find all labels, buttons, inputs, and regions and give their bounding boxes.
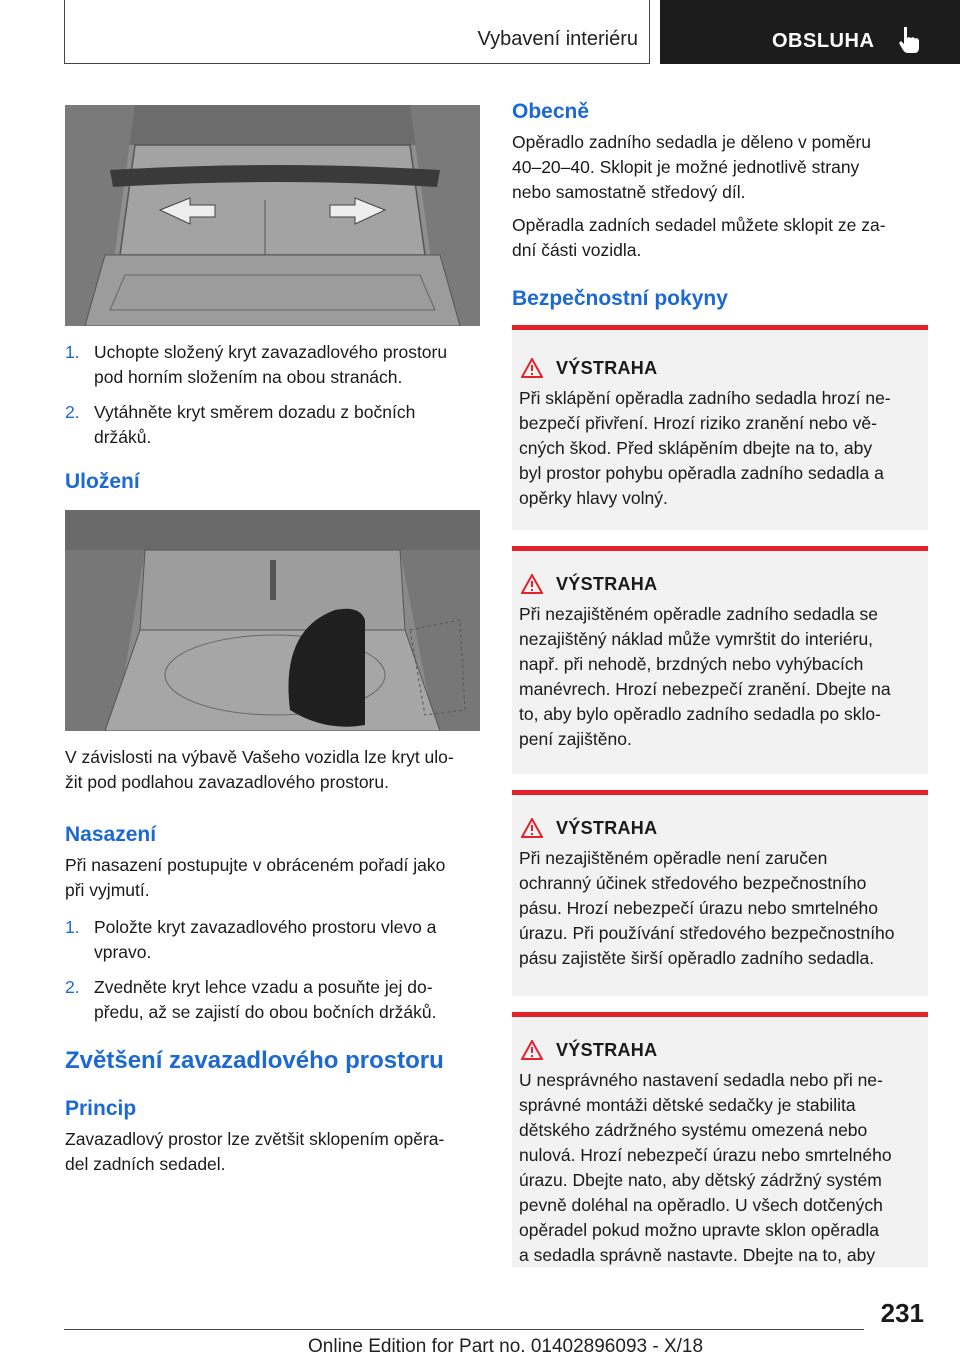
text-line: to, aby bylo opěradlo zadního sedadla po sklo- xyxy=(519,704,881,724)
warning-title: VÝSTRAHA xyxy=(556,818,658,838)
warning-title: VÝSTRAHA xyxy=(556,358,658,378)
text-line: U nesprávného nastavení sedadla nebo při ne- xyxy=(519,1070,883,1090)
text-line: a sedadla správně nastavte. Dbejte na to, aby xyxy=(519,1245,876,1265)
warning-triangle-icon xyxy=(521,574,543,594)
text-line: pevně doléhal na opěradlo. U všech dotčených xyxy=(519,1195,883,1215)
footer-rule xyxy=(64,1329,864,1330)
figure-luggage-cover-removal xyxy=(65,105,480,326)
text-line: dní části vozidla. xyxy=(512,240,642,260)
warning-text xyxy=(519,386,924,511)
text-line: pásu zajistěte širší opěradlo zadního sedadla. xyxy=(519,948,875,968)
heading-general: Obecně xyxy=(512,100,590,123)
text-line: pásu. Hrozí nebezpečí úrazu nebo smrtelného xyxy=(519,898,878,918)
text-line: nebo samostatně středový díl. xyxy=(512,182,746,202)
step-text: Zvedněte kryt lehce vzadu a posuňte jej do- xyxy=(94,977,433,997)
warning-box xyxy=(512,325,928,530)
trunk-illustration-1 xyxy=(65,105,480,326)
heading-principle: Princip xyxy=(65,1097,137,1120)
warning-box xyxy=(512,546,928,774)
text-line: nezajištěný náklad může vymrštit do interiéru, xyxy=(519,629,874,649)
step-text: držáků. xyxy=(94,427,152,447)
warning-box xyxy=(512,790,928,996)
figure-storage-under-floor xyxy=(65,510,480,731)
general-paragraph-1 xyxy=(512,130,928,205)
warning-text xyxy=(519,602,924,752)
warning-box xyxy=(512,1012,928,1267)
step-number: 1. xyxy=(65,917,80,937)
step-number: 1. xyxy=(65,342,80,362)
text-line: opěrky hlavy volný. xyxy=(519,488,668,508)
text-line: bezpečí přivření. Hrozí riziko zranění nebo vě- xyxy=(519,413,877,433)
step-text: předu, až se zajistí do obou bočních držáků. xyxy=(94,1002,437,1022)
heading-enlarge: Zvětšení zavazadlového prostoru xyxy=(65,1047,444,1074)
warning-text xyxy=(519,846,924,971)
warning-triangle-icon xyxy=(521,358,543,378)
text-line: úrazu. Dbejte nato, aby dětský zádržný systém xyxy=(519,1170,882,1190)
warning-text xyxy=(519,1068,924,1268)
header-bottom-rule xyxy=(64,63,650,64)
footer-edition: Online Edition for Part no. 01402896093 - X/18 xyxy=(308,1336,704,1357)
principle-description xyxy=(65,1127,480,1177)
hand-pointer-icon xyxy=(898,25,924,55)
text-line: správné montáži dětské sedačky je stabilita xyxy=(519,1095,856,1115)
warning-triangle-icon xyxy=(521,1040,543,1060)
left-column xyxy=(65,105,480,1177)
step-text: Položte kryt zavazadlového prostoru vlevo a xyxy=(94,917,437,937)
step-text: vpravo. xyxy=(94,942,152,962)
chapter-tab[interactable] xyxy=(660,0,960,64)
list-item xyxy=(65,915,480,965)
header-separator xyxy=(649,0,650,64)
heading-safety: Bezpečnostní pokyny xyxy=(512,287,728,310)
general-paragraph-2 xyxy=(512,213,928,263)
text-line: Při sklápění opěradla zadního sedadla hrozí ne- xyxy=(519,388,891,408)
text-line: Opěradla zadních sedadel můžete sklopit ze za- xyxy=(512,215,886,235)
list-item xyxy=(65,975,480,1025)
step-text: Uchopte složený kryt zavazadlového prostoru xyxy=(94,342,448,362)
chapter-tab-label: OBSLUHA xyxy=(772,30,875,52)
text-line: nulová. Hrozí nebezpečí úrazu nebo smrtelného xyxy=(519,1145,892,1165)
section-title: Vybavení interiéru xyxy=(477,28,638,50)
text-line: Při nasazení postupujte v obráceném pořadí jako xyxy=(65,855,446,875)
text-line: Zavazadlový prostor lze zvětšit sklopením opěra- xyxy=(65,1129,445,1149)
step-text: Vytáhněte kryt směrem dozadu z bočních xyxy=(94,402,416,422)
install-steps-list xyxy=(65,915,480,1025)
text-line: Při nezajištěném opěradle není zaručen xyxy=(519,848,828,868)
heading-storage: Uložení xyxy=(65,470,140,493)
text-line: pení zajištěno. xyxy=(519,729,632,749)
text-line: Opěradlo zadního sedadla je děleno v poměru xyxy=(512,132,871,152)
text-line: V závislosti na výbavě Vašeho vozidla lze kryt ulo- xyxy=(65,747,454,767)
header-left-rule xyxy=(64,0,65,64)
trunk-illustration-2 xyxy=(65,510,480,731)
text-line: dětského zádržného systému omezená nebo xyxy=(519,1120,868,1140)
install-description xyxy=(65,853,480,903)
text-line: manévrech. Hrozí nebezpečí zranění. Dbejte na xyxy=(519,679,891,699)
text-line: Při nezajištěném opěradle zadního sedadla se xyxy=(519,604,878,624)
text-line: při vyjmutí. xyxy=(65,880,150,900)
warning-title: VÝSTRAHA xyxy=(556,1040,658,1060)
text-line: 40–20–40. Sklopit je možné jednotlivě strany xyxy=(512,157,860,177)
list-item xyxy=(65,400,480,450)
removal-steps-list xyxy=(65,340,480,450)
text-line: např. při nehodě, brzdných nebo vyhýbacích xyxy=(519,654,864,674)
text-line: opěradel pokud možno upravte sklon opěradla xyxy=(519,1220,879,1240)
heading-install: Nasazení xyxy=(65,823,157,846)
text-line: cných škod. Před sklápěním dbejte na to, aby xyxy=(519,438,873,458)
step-number: 2. xyxy=(65,977,80,997)
step-number: 2. xyxy=(65,402,80,422)
text-line: del zadních sedadel. xyxy=(65,1154,226,1174)
warning-triangle-icon xyxy=(521,818,543,838)
step-text: pod horním složením na obou stranách. xyxy=(94,367,403,387)
text-line: úrazu. Při používání středového bezpečnostního xyxy=(519,923,895,943)
warning-title: VÝSTRAHA xyxy=(556,574,658,594)
text-line: žit pod podlahou zavazadlového prostoru. xyxy=(65,772,389,792)
storage-description xyxy=(65,745,480,795)
right-column xyxy=(512,100,928,1267)
list-item xyxy=(65,340,480,390)
text-line: byl prostor pohybu opěradla zadního sedadla a xyxy=(519,463,884,483)
text-line: ochranný účinek středového bezpečnostního xyxy=(519,873,867,893)
page-number: 231 xyxy=(880,1298,924,1328)
